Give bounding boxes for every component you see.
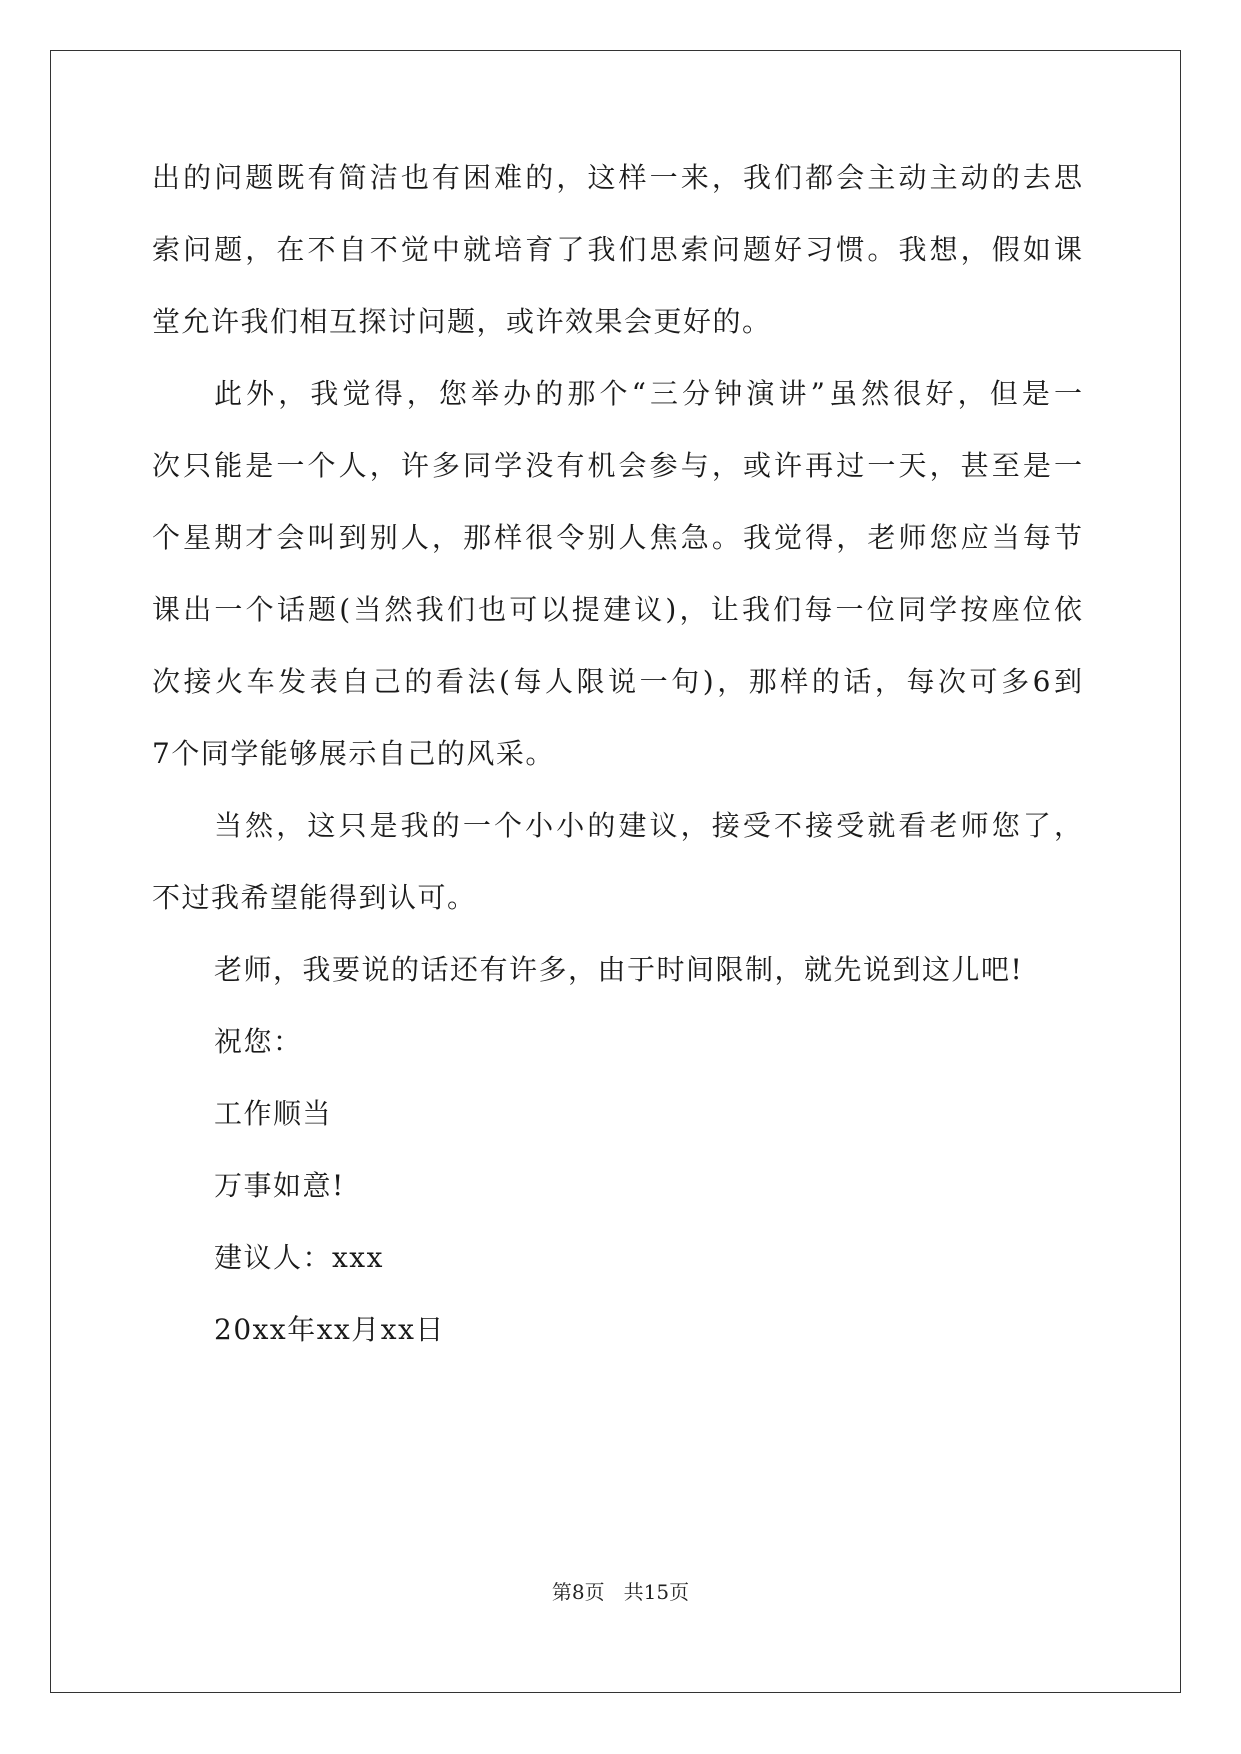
paragraph-2-line-4: 课出一个话题(当然我们也可以提建议)，让我们每一位同学按座位依 <box>152 593 1082 626</box>
date-line: 20xx年xx月xx日 <box>214 1313 445 1346</box>
closing-line: 老师，我要说的话还有许多，由于时间限制，就先说到这儿吧! <box>214 953 1024 986</box>
paragraph-1-line-2: 索问题，在不自不觉中就培育了我们思索问题好习惯。我想，假如课 <box>152 233 1082 266</box>
paragraph-1-line-3: 堂允许我们相互探讨问题，或许效果会更好的。 <box>152 305 772 338</box>
wish-line-1: 工作顺当 <box>214 1097 333 1130</box>
paragraph-1-line-1: 出的问题既有简洁也有困难的，这样一来，我们都会主动主动的去思 <box>152 161 1082 194</box>
paragraph-2-line-2: 次只能是一个人，许多同学没有机会参与，或许再过一天，甚至是一 <box>152 449 1082 482</box>
paragraph-2-line-3: 个星期才会叫到别人，那样很令别人焦急。我觉得，老师您应当每节 <box>152 521 1082 554</box>
wish-line-2: 万事如意! <box>214 1169 345 1202</box>
page-number-footer: 第8页 共15页 <box>551 1580 690 1604</box>
paragraph-2-line-5: 次接火车发表自己的看法(每人限说一句)，那样的话，每次可多6到 <box>152 665 1082 698</box>
page-border <box>50 50 1181 1693</box>
paragraph-2-line-1: 此外，我觉得，您举办的那个“三分钟演讲”虽然很好，但是一 <box>214 377 1082 410</box>
salutation: 祝您： <box>214 1025 303 1058</box>
paragraph-3-line-1: 当然，这只是我的一个小小的建议，接受不接受就看老师您了， <box>214 809 1082 842</box>
signer: 建议人：xxx <box>214 1241 384 1274</box>
paragraph-3-line-2: 不过我希望能得到认可。 <box>152 881 477 914</box>
paragraph-2-line-6: 7个同学能够展示自己的风采。 <box>152 737 555 770</box>
